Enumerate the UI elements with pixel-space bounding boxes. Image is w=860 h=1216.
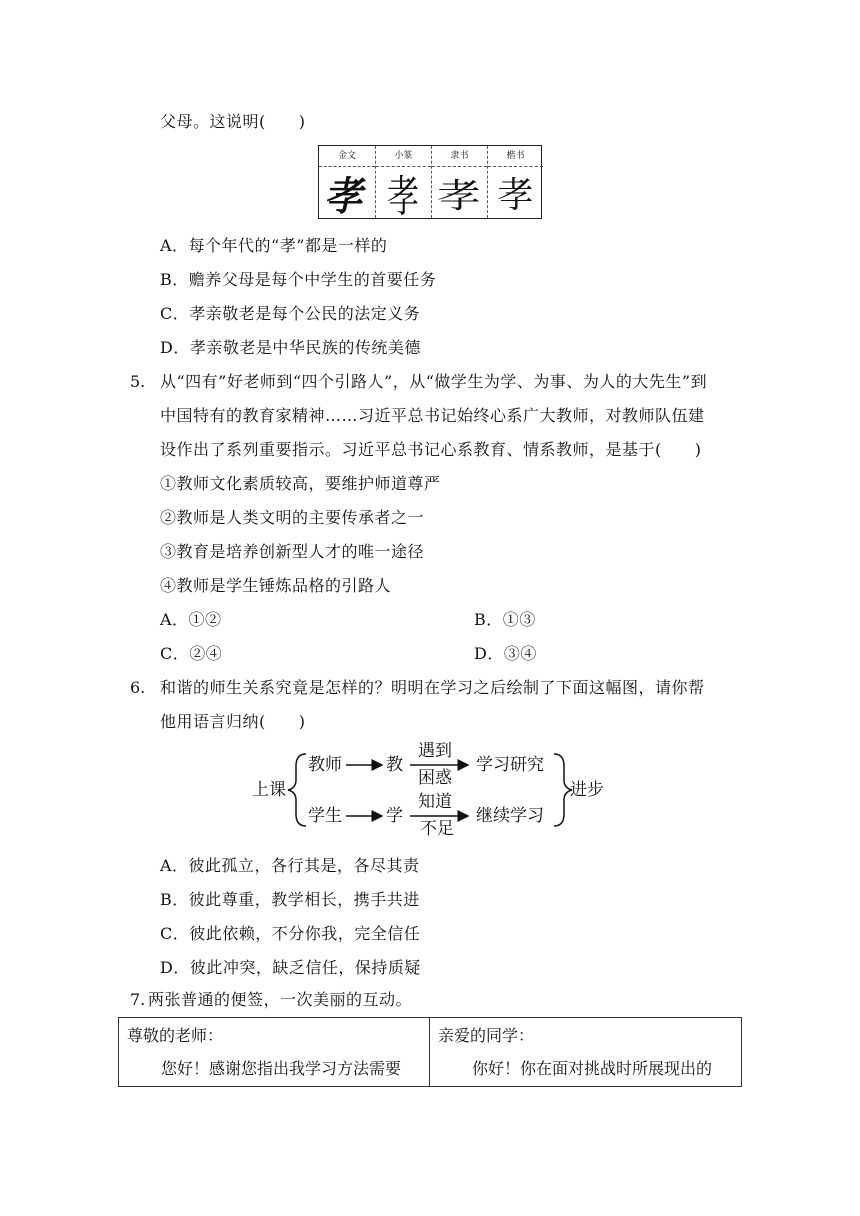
q4-option-c: C．孝亲敬老是每个公民的法定义务 (160, 304, 421, 323)
calligraphy-table (318, 145, 542, 222)
q6-option-c: C．彼此依赖，不分你我，完全信任 (160, 924, 421, 943)
q7-number: 7. (130, 990, 146, 1009)
q5-option-a: A．①② (160, 610, 222, 629)
diagram-continue-label: 继续学习 (476, 806, 544, 826)
q4-option-d: D．孝亲敬老是中华民族的传统美德 (160, 338, 421, 357)
lishu-xiao-glyph: 孝 (437, 175, 482, 215)
teacher-note-cell (119, 1018, 429, 1086)
note-body: 您好！感谢您指出我学习方法需要 (161, 1059, 402, 1078)
q5-stem-line: 中国特有的教育家精神……习近平总书记始终心系广大教师，对教师队伍建 (160, 406, 705, 425)
q6-option-d: D．彼此冲突，缺乏信任，保持质疑 (160, 958, 421, 977)
diagram-student-label: 学生 (308, 806, 342, 826)
script-name: 隶书 (432, 146, 487, 167)
q6-option-a: A．彼此孤立，各行其是，各尽其责 (160, 856, 420, 875)
calligraphy-column (319, 146, 375, 218)
diagram-puzzle-label: 困惑 (418, 768, 452, 788)
xiaozhuan-xiao-glyph: 孝 (387, 170, 420, 222)
q6-number: 6. (130, 678, 146, 697)
diagram-know-label: 知道 (418, 792, 452, 812)
q4-option-b: B．赡养父母是每个中学生的首要任务 (160, 270, 437, 289)
q4-option-a: A．每个年代的“孝”都是一样的 (160, 236, 388, 255)
q5-number: 5. (130, 372, 146, 391)
q5-statement: ②教师是人类文明的主要传承者之一 (160, 508, 425, 527)
diagram-class-label: 上课 (252, 780, 286, 800)
left-brace (288, 754, 306, 826)
script-name: 楷书 (488, 146, 543, 167)
q5-option-d: D．③④ (474, 644, 537, 663)
calligraphy-column (487, 146, 543, 218)
q6-stem-line: 和谐的师生关系究竟是怎样的？明明在学习之后绘制了下面这幅图，请你帮 (160, 678, 705, 697)
q5-statement: ①教师文化素质较高，要维护师道尊严 (160, 474, 441, 493)
student-note-cell (429, 1018, 741, 1086)
q5-statement: ③教育是培养创新型人才的唯一途径 (160, 542, 425, 561)
q5-option-b: B．①③ (474, 610, 536, 629)
kaishu-xiao-glyph: 孝 (497, 174, 534, 216)
q5-stem-line: 设作出了系列重要指示。习近平总书记心系教育、情系教师，是基于( ) (160, 440, 702, 459)
notes-table (118, 1017, 742, 1087)
calligraphy-column (375, 146, 431, 222)
teacher-student-diagram (250, 738, 610, 842)
diagram-study-label: 学习研究 (476, 755, 544, 775)
diagram-learn-label: 学 (386, 806, 403, 826)
q5-statement: ④教师是学生锤炼品格的引路人 (160, 576, 392, 595)
diagram-lack-label: 不足 (420, 819, 454, 839)
diagram-progress-label: 进步 (570, 780, 604, 800)
diagram-meet-label: 遇到 (418, 741, 452, 761)
q6-option-b: B．彼此尊重，教学相长，携手共进 (160, 890, 420, 909)
q5-option-c: C．②④ (160, 644, 223, 663)
jinwen-xiao-glyph: 孝 (322, 171, 371, 219)
q5-stem-line: 从“四有”好老师到“四个引路人”，从“做学生为学、为事、为人的大先生”到 (160, 372, 708, 391)
diagram-teach-label: 教 (386, 755, 403, 775)
calligraphy-column (431, 146, 487, 218)
note-body: 你好！你在面对挑战时所展现出的 (472, 1059, 713, 1078)
q4-stem-tail: 父母。这说明( ) (160, 112, 306, 131)
script-name: 小篆 (376, 146, 431, 167)
diagram-teacher-label: 教师 (308, 755, 342, 775)
script-name: 金文 (319, 146, 375, 167)
note-greeting: 尊敬的老师： (127, 1026, 224, 1045)
note-greeting: 亲爱的同学： (438, 1026, 535, 1045)
q6-stem-line: 他用语言归纳( ) (160, 712, 306, 731)
q7-stem: 两张普通的便签，一次美丽的互动。 (148, 990, 413, 1009)
